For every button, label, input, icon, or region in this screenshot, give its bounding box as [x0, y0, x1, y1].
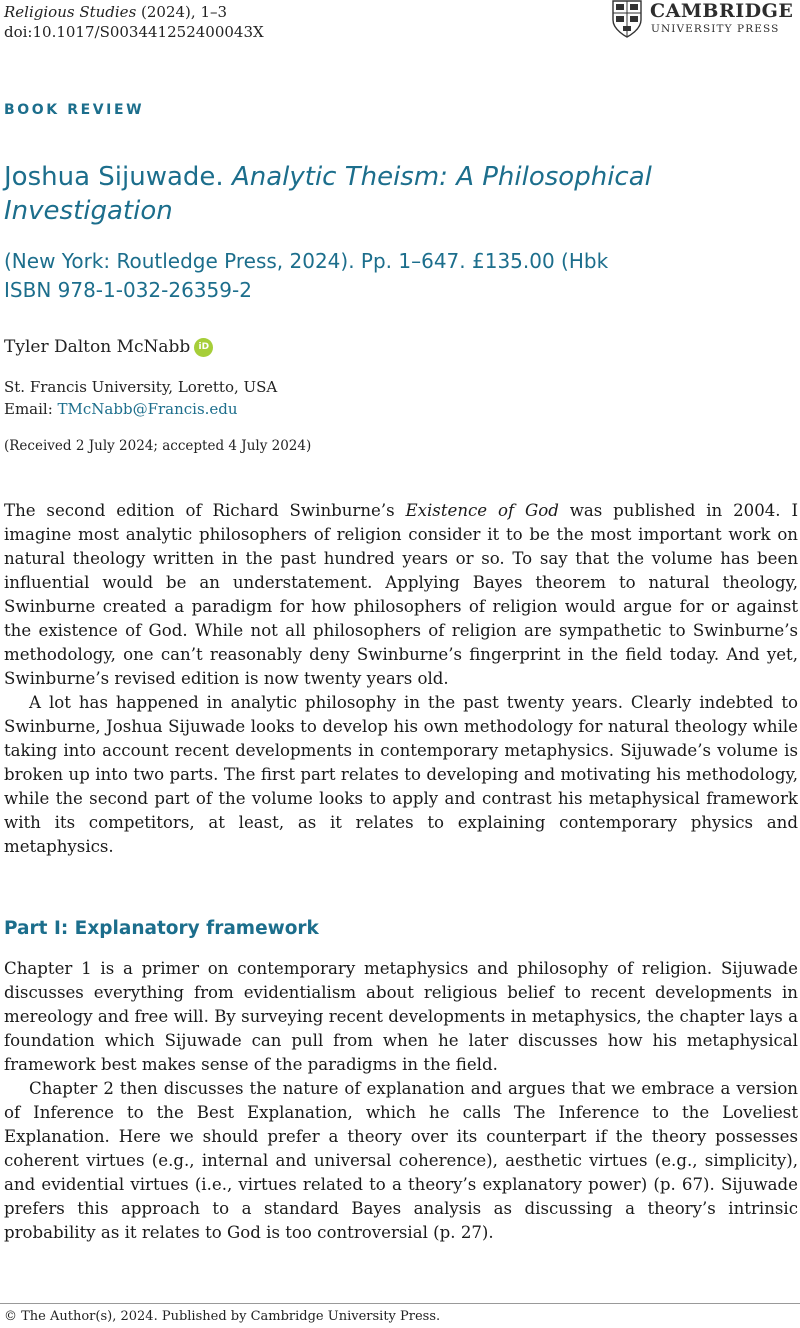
- email-label: Email:: [4, 400, 58, 418]
- shield-icon: [612, 0, 642, 38]
- paragraph-1-start: The second edition of Richard Swinburne’s: [4, 501, 406, 520]
- author-affiliation: [4, 376, 277, 420]
- orcid-icon[interactable]: iD: [194, 338, 213, 357]
- received-dates: (Received 2 July 2024; accepted 4 July 2024): [4, 438, 312, 454]
- copyright-footer: © The Author(s), 2024. Published by Cambridge University Press.: [4, 1309, 441, 1324]
- journal-year-pages: (2024), 1–3: [136, 3, 228, 21]
- cited-book-title: Existence of God: [405, 501, 559, 520]
- publisher-logo[interactable]: [612, 0, 798, 40]
- paragraph-4: Chapter 2 then discusses the nature of explanation and argues that we embrace a version of Inference to the Best Explanation, which he calls The Inference to the Loveliest Explanation. Here we should prefer a theory over its counterpart if the theory possesses coherent virtues (e.g., internal and universal coherence), aesthetic virtues (e.g., simplicity), and evidential virtues (i.e., virtues related to a theory’s explanatory power) (p. 67). Sijuwade prefers this approach to a standard Bayes analysis as discussing a theory’s intrinsic probability as it relates to God is too controversial (p. 27).: [4, 1079, 798, 1242]
- email-link[interactable]: TMcNabb@Francis.edu: [57, 400, 238, 418]
- journal-name: Religious Studies: [4, 3, 137, 21]
- affiliation: St. Francis University, Loretto, USA: [4, 378, 278, 396]
- journal-volume-line: [4, 2, 264, 22]
- intro-section: [4, 499, 798, 859]
- paragraph-1-end: was published in 2004. I imagine most analytic philosophers of religion consider it to be the most important work on natural theology written in the past hundred years or so. To say that the volume has been influential would be an understatement. Applying Bayes theorem to natural theology, Swinburne created a paradigm for how philosophers of religion would argue for or against the existence of God. While not all philosophers of religion are sympathetic to Swinburne’s methodology, one can’t reasonably deny Swinburne’s fingerprint in the field today. And yet, Swinburne’s revised edition is now twenty years old.: [4, 501, 798, 688]
- publication-details: [4, 247, 784, 305]
- footer-divider: [0, 1303, 800, 1304]
- part-one-section: [4, 957, 798, 1245]
- paragraph-3: Chapter 1 is a primer on contemporary metaphysics and philosophy of religion. Sijuwade discusses everything from evidentialism about religious belief to recent developments in mereology and free will. By surveying recent developments in metaphysics, the chapter lays a foundation which Sijuwade can pull from when he later discusses how his metaphysical framework best makes sense of the paradigms in the field.: [4, 959, 798, 1074]
- reviewed-book-title: Analytic Theism: A Philosophical Investigation: [4, 162, 652, 226]
- section-heading: Part I: Explanatory framework: [4, 918, 319, 939]
- publisher-name: CAMBRIDGE: [650, 0, 794, 22]
- article-title: [4, 160, 784, 228]
- isbn: ISBN 978-1-032-26359-2: [4, 278, 252, 302]
- paragraph-2: A lot has happened in analytic philosophy in the past twenty years. Clearly indebted to Swinburne, Joshua Sijuwade looks to develop his own methodology for natural theology while taking into account recent developments in contemporary metaphysics. Sijuwade’s volume is broken up into two parts. The first part relates to developing and motivating his methodology, while the second part of the volume looks to apply and contrast his metaphysical framework with its competitors, at least, as it relates to explaining contemporary physics and metaphysics.: [4, 693, 798, 856]
- email-line: [4, 398, 277, 420]
- review-author: [4, 335, 213, 359]
- journal-citation: [4, 2, 264, 42]
- article-type-label: BOOK REVIEW: [4, 102, 145, 118]
- paragraph-1: [4, 499, 798, 691]
- author-name[interactable]: Tyler Dalton McNabb: [4, 337, 191, 357]
- reviewed-author: Joshua Sijuwade.: [4, 162, 232, 192]
- doi[interactable]: doi:10.1017/S003441252400043X: [4, 23, 264, 41]
- publication-info: (New York: Routledge Press, 2024). Pp. 1–647. £135.00 (Hbk: [4, 249, 609, 273]
- publisher-subname: UNIVERSITY PRESS: [651, 23, 780, 35]
